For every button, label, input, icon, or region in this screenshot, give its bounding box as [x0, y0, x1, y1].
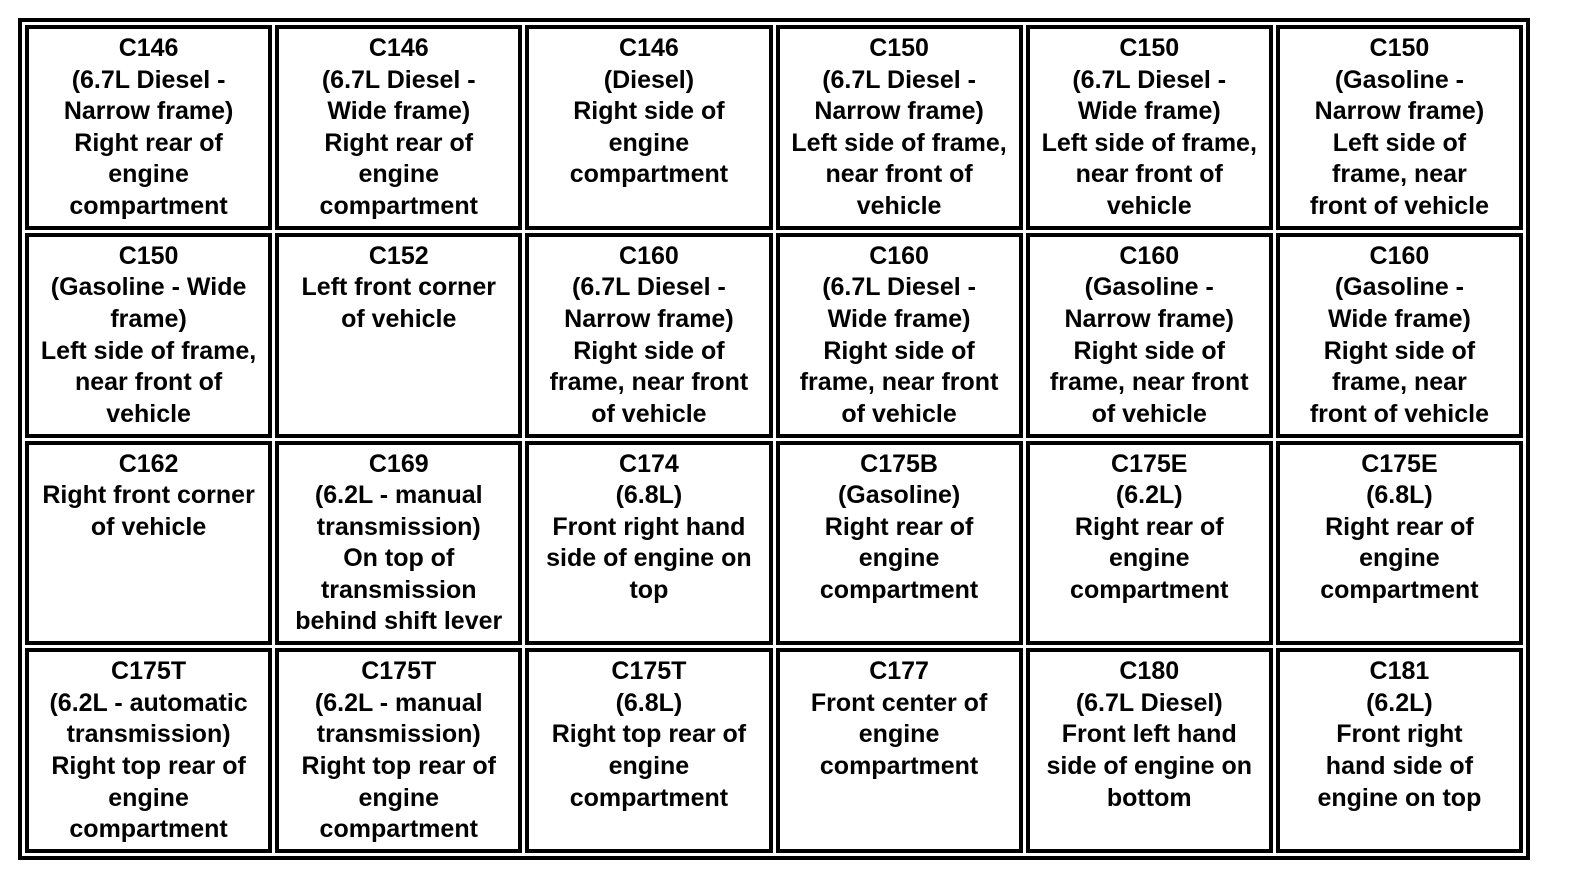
connector-description-line: side of engine on — [546, 544, 752, 573]
connector-description-line: Left side of frame, — [791, 128, 1007, 157]
connector-description-line: (Gasoline - — [1334, 65, 1464, 94]
connector-description-line: compartment — [569, 160, 729, 189]
connector-cell — [25, 648, 272, 853]
connector-id: C181 — [1369, 657, 1430, 686]
connector-cell — [275, 441, 522, 646]
connector-description-line: Front right hand — [552, 512, 746, 541]
connector-description-line: (Gasoline - Wide — [50, 273, 247, 302]
connector-cell — [275, 233, 522, 438]
connector-description-line: (6.2L) — [1115, 481, 1183, 510]
connector-description-line: frame, near front — [549, 368, 749, 397]
connector-id: C174 — [619, 449, 679, 478]
connector-description-line: side of engine on — [1046, 752, 1253, 781]
connector-cell — [1276, 233, 1523, 438]
connector-description-line: engine — [1359, 544, 1440, 573]
connector-description-line: Narrow frame) — [1314, 97, 1485, 126]
connector-cell — [275, 25, 522, 230]
connector-description-line: bottom — [1106, 783, 1192, 812]
connector-description-line: compartment — [319, 815, 478, 844]
connector-description-line: Front left hand — [1061, 720, 1237, 749]
connector-description-line: (Gasoline - — [1334, 273, 1464, 302]
connector-description-line: vehicle — [1106, 191, 1192, 220]
connector-description-line: (6.7L Diesel - — [572, 273, 726, 302]
connector-description-line: frame, near — [1332, 368, 1467, 397]
connector-description-line: Right side of — [823, 336, 975, 365]
connector-description-line: Right rear of — [1074, 512, 1224, 541]
connector-description-line: engine — [608, 128, 690, 157]
connector-description-line: (6.7L Diesel - — [321, 65, 476, 94]
connector-cell — [1026, 441, 1273, 646]
connector-id: C160 — [619, 241, 679, 270]
connector-description-line: Wide frame) — [327, 97, 471, 126]
connector-description-line: Wide frame) — [827, 304, 971, 333]
connector-description-line: (6.7L Diesel - — [822, 65, 976, 94]
connector-description-line: behind shift lever — [295, 607, 503, 636]
connector-description-line: transmission — [320, 575, 477, 604]
connector-description-line: Left side of frame, — [40, 336, 257, 365]
connector-description-line: frame, near front — [799, 368, 999, 397]
connector-cell — [1276, 648, 1523, 853]
connector-description-line: transmission) — [316, 720, 481, 749]
connector-description-line: compartment — [1320, 575, 1479, 604]
connector-description-line: Wide frame) — [1327, 304, 1471, 333]
connector-cell — [776, 233, 1023, 438]
connector-description-line: Narrow frame) — [63, 97, 234, 126]
connector-description-line: (6.8L) — [615, 688, 683, 717]
connector-description-line: transmission) — [316, 512, 481, 541]
connector-cell — [1026, 25, 1273, 230]
connector-description-line: top — [629, 575, 669, 604]
connector-description-line: Front center of — [810, 688, 988, 717]
connector-description-line: compartment — [319, 191, 478, 220]
connector-cell — [25, 441, 272, 646]
connector-cell — [25, 25, 272, 230]
connector-description-line: of vehicle — [591, 399, 707, 428]
connector-cell — [776, 441, 1023, 646]
connector-description-line: (6.7L Diesel - — [71, 65, 226, 94]
connector-description-line: (Gasoline - — [1084, 273, 1214, 302]
connector-description-line: Left side of — [1332, 128, 1467, 157]
connector-description-line: Narrow frame) — [564, 304, 734, 333]
connector-description-line: engine — [108, 783, 189, 812]
connector-description-line: Right side of — [1323, 336, 1476, 365]
connector-id: C175T — [361, 657, 437, 686]
connector-id: C146 — [118, 34, 179, 62]
connector-id: C160 — [1119, 241, 1180, 270]
connector-description-line: (Diesel) — [603, 65, 695, 94]
connector-description-line: On top of — [343, 544, 455, 573]
connector-description-line: front of vehicle — [1309, 399, 1489, 428]
connector-description-line: Right rear of — [324, 128, 474, 157]
connector-description-line: front of vehicle — [1309, 191, 1489, 220]
connector-cell — [776, 25, 1023, 230]
connector-id: C175E — [1111, 449, 1188, 478]
connector-id: C175B — [860, 449, 938, 478]
connector-cell — [275, 648, 522, 853]
connector-description-line: frame, near front — [1049, 368, 1249, 397]
connector-description-line: Narrow frame) — [814, 97, 984, 126]
connector-id: C150 — [1369, 34, 1430, 62]
connector-description-line: Narrow frame) — [1064, 304, 1234, 333]
connector-description-line: compartment — [569, 783, 729, 812]
connector-description-line: compartment — [69, 815, 228, 844]
connector-description-line: Right top rear of — [301, 752, 496, 781]
connector-cell — [525, 441, 772, 646]
connector-description-line: (6.2L - manual — [314, 688, 483, 717]
connector-description-line: Right rear of — [1325, 512, 1474, 541]
connector-cell — [1026, 233, 1273, 438]
connector-description-line: (6.7L Diesel - — [822, 273, 976, 302]
connector-cell — [776, 648, 1023, 853]
connector-cell — [525, 233, 772, 438]
connector-id: C146 — [619, 34, 679, 62]
connector-description-line: of vehicle — [341, 304, 457, 333]
connector-description-line: (6.2L) — [1366, 688, 1433, 717]
connector-description-line: near front of — [1075, 160, 1223, 189]
connector-description-line: engine on top — [1317, 783, 1482, 812]
connector-description-line: (6.2L - manual — [314, 481, 483, 510]
connector-description-line: of vehicle — [90, 512, 207, 541]
connector-id: C160 — [869, 241, 929, 270]
connector-description-line: of vehicle — [841, 399, 957, 428]
connector-description-line: vehicle — [856, 191, 942, 220]
connector-id: C175E — [1361, 449, 1438, 478]
connector-id: C177 — [869, 657, 929, 686]
connector-description-line: Left front corner — [301, 273, 496, 302]
connector-description-line: compartment — [1070, 575, 1229, 604]
connector-description-line: engine — [108, 160, 189, 189]
connector-description-line: Right side of — [573, 97, 725, 126]
connector-id: C152 — [368, 241, 429, 270]
connector-description-line: engine — [358, 783, 440, 812]
connector-id: C180 — [1119, 657, 1180, 686]
connector-description-line: (Gasoline) — [837, 481, 961, 510]
connector-description-line: engine — [1108, 544, 1190, 573]
connector-description-line: compartment — [819, 575, 979, 604]
connector-description-line: compartment — [819, 752, 979, 781]
connector-description-line: Left side of frame, — [1041, 128, 1257, 157]
connector-description-line: engine — [358, 160, 440, 189]
connector-description-line: Front right — [1336, 720, 1463, 749]
connector-description-line: Right rear of — [824, 512, 974, 541]
connector-description-line: vehicle — [106, 399, 191, 428]
connector-location-table — [18, 18, 1530, 860]
connector-description-line: engine — [858, 720, 940, 749]
connector-id: C160 — [1369, 241, 1430, 270]
connector-description-line: (6.7L Diesel) — [1075, 688, 1223, 717]
connector-description-line: Right top rear of — [51, 752, 246, 781]
connector-cell — [1276, 25, 1523, 230]
connector-description-line: of vehicle — [1091, 399, 1207, 428]
connector-description-line: (6.8L) — [615, 481, 683, 510]
connector-cell — [25, 233, 272, 438]
connector-cell — [1276, 441, 1523, 646]
connector-id: C169 — [368, 449, 429, 478]
connector-description-line: compartment — [69, 191, 228, 220]
connector-description-line: Right side of — [573, 336, 725, 365]
connector-description-line: Right rear of — [74, 128, 223, 157]
connector-cell — [1026, 648, 1273, 853]
connector-description-line: (6.2L - automatic — [49, 688, 248, 717]
connector-description-line: Wide frame) — [1077, 97, 1221, 126]
connector-description-line: frame) — [110, 304, 187, 333]
connector-description-line: Right front corner — [42, 481, 255, 510]
connector-id: C150 — [869, 34, 929, 62]
connector-cell — [525, 25, 772, 230]
connector-description-line: frame, near — [1332, 160, 1467, 189]
connector-id: C150 — [1119, 34, 1180, 62]
connector-description-line: (6.8L) — [1366, 481, 1433, 510]
connector-description-line: engine — [858, 544, 940, 573]
connector-id: C162 — [118, 449, 179, 478]
connector-id: C175T — [611, 657, 687, 686]
connector-description-line: Right top rear of — [551, 720, 747, 749]
connector-description-line: Right side of — [1073, 336, 1225, 365]
connector-description-line: near front of — [74, 368, 223, 397]
connector-description-line: transmission) — [66, 720, 231, 749]
connector-description-line: engine — [608, 752, 690, 781]
connector-id: C146 — [368, 34, 429, 62]
connector-description-line: near front of — [825, 160, 973, 189]
connector-cell — [525, 648, 772, 853]
connector-id: C175T — [111, 657, 187, 686]
connector-id: C150 — [118, 241, 179, 270]
connector-description-line: (6.7L Diesel - — [1072, 65, 1227, 94]
connector-description-line: hand side of — [1325, 752, 1474, 781]
